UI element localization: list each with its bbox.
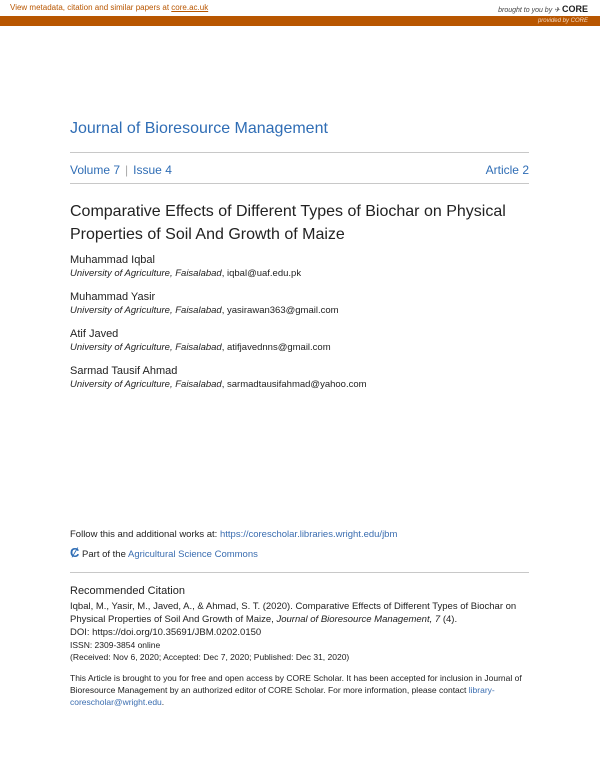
author-affiliation: [70, 305, 339, 316]
commons-link[interactable]: Agricultural Science Commons: [127, 549, 258, 560]
notice-end: .: [161, 697, 165, 707]
article-link[interactable]: Article 2: [485, 163, 529, 177]
email: , yasirawan363@gmail.com: [221, 305, 339, 316]
contact-email-link[interactable]: library-corescholar@wright.edu: [70, 685, 495, 707]
volume-link[interactable]: Volume 7: [70, 163, 121, 177]
metadata-link[interactable]: [10, 3, 208, 12]
dates: (Received: Nov 6, 2020; Accepted: Dec 7, 2020; Published: Dec 31, 2020): [70, 652, 350, 662]
separator: |: [125, 163, 129, 177]
email: , atifjavednns@gmail.com: [221, 342, 331, 353]
doi: DOI: https://doi.org/10.35691/JBM.0202.0150: [70, 627, 262, 638]
affiliation: University of Agriculture, Faisalabad: [70, 379, 222, 390]
citation-issue: (4).: [440, 614, 458, 625]
core-link[interactable]: core.ac.uk: [171, 3, 209, 12]
repository-link[interactable]: https://corescholar.libraries.wright.edu/jbm: [219, 529, 398, 540]
core-logo-icon: ✈: [554, 7, 561, 14]
core-logo-text: CORE: [561, 4, 588, 14]
brought-text: brought to you by: [498, 7, 553, 14]
affiliation: University of Agriculture, Faisalabad: [70, 268, 222, 279]
divider: [70, 152, 529, 153]
author-affiliation: [70, 268, 301, 279]
affiliation: University of Agriculture, Faisalabad: [70, 342, 222, 353]
core-banner: [0, 0, 600, 16]
citation-text: Physical Properties of Soil And Growth of Maize,: [70, 614, 277, 625]
banner-text: View metadata, citation and similar papers at: [10, 3, 172, 12]
notice-text: This Article is brought to you for free and open access by CORE Scholar. It has been accepted for inclusion in Journal of Bioresource Management by an authorized editor of CORE Scholar. For more information, please contact: [70, 673, 522, 695]
email: , sarmadtausifahmad@yahoo.com: [221, 379, 367, 390]
volume-issue: [70, 163, 172, 177]
orange-bar: [0, 16, 600, 26]
citation-heading: Recommended Citation: [70, 585, 185, 597]
follow-text: Follow this and additional works at:: [70, 529, 220, 540]
follow-line: [70, 528, 540, 541]
author-affiliation: [70, 342, 331, 353]
author-name: Muhammad Yasir: [70, 291, 156, 303]
journal-title[interactable]: Journal of Bioresource Management: [70, 120, 328, 137]
citation-journal: Journal of Bioresource Management, 7: [276, 614, 441, 625]
author-name: Atif Javed: [70, 328, 119, 340]
email: , iqbal@uaf.edu.pk: [221, 268, 302, 279]
citation-line: Iqbal, M., Yasir, M., Javed, A., & Ahmad, S. T. (2020). Comparative Effects of Different Types of Biochar on: [70, 601, 517, 612]
issn: ISSN: 2309-3854 online: [70, 640, 161, 650]
author-name: Sarmad Tausif Ahmad: [70, 365, 178, 377]
affiliation: University of Agriculture, Faisalabad: [70, 305, 222, 316]
brought-by: [498, 4, 588, 14]
access-notice: [70, 672, 535, 708]
part-of-text: Part of the: [82, 549, 128, 560]
issue-link[interactable]: Issue 4: [133, 163, 172, 177]
author-name: Muhammad Iqbal: [70, 254, 155, 266]
article-title: Comparative Effects of Different Types of Biochar on Physical Properties of Soil And Growth of Maize: [70, 203, 506, 243]
divider: [70, 572, 529, 573]
network-logo-icon: Ȼ: [70, 545, 80, 560]
provided-by: provided by CORE: [537, 18, 588, 24]
divider: [70, 183, 529, 184]
author-affiliation: [70, 379, 367, 390]
citation-line: [70, 613, 540, 626]
part-of-line: [70, 546, 540, 561]
